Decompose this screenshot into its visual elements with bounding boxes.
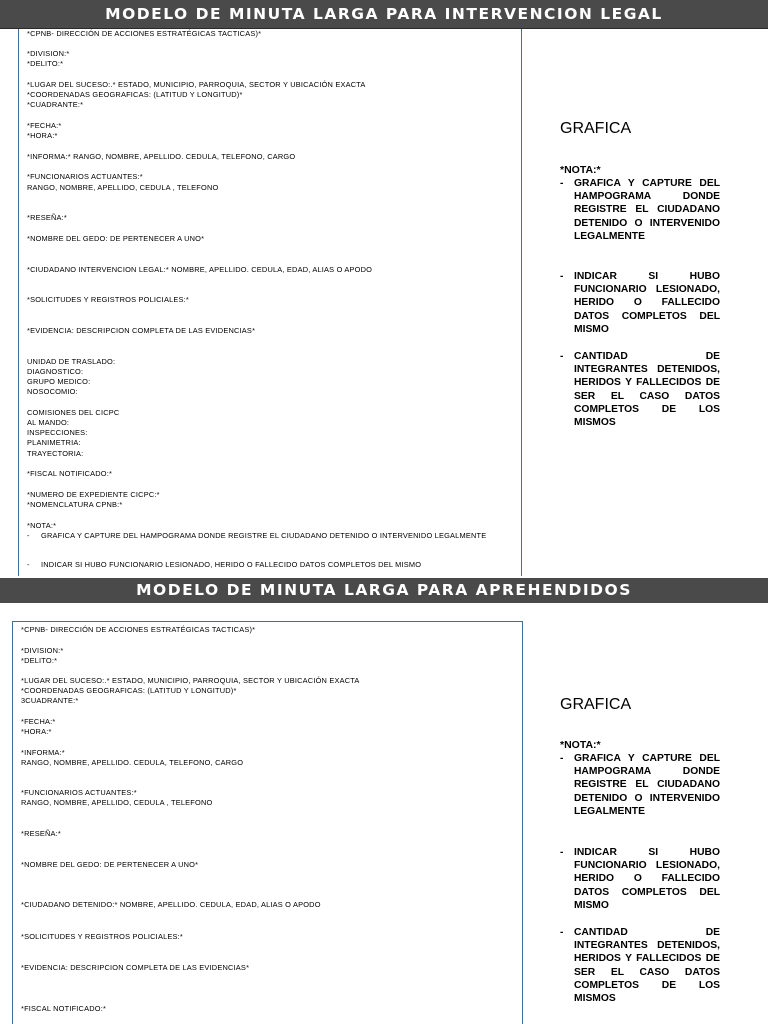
form-line: *LUGAR DEL SUCESO:.* ESTADO, MUNICIPIO, PARROQUIA, SECTOR Y UBICACIÓN EXACTA	[27, 80, 366, 89]
form-line: *INFORMA:* RANGO, NOMBRE, APELLIDO. CEDULA, TELEFONO, CARGO	[27, 152, 296, 161]
form-line: INSPECCIONES:	[27, 428, 88, 437]
form-line: *DIVISION:*	[27, 49, 70, 58]
side-note-item	[560, 752, 720, 818]
side-note-text: INDICAR SI HUBO FUNCIONARIO LESIONADO, HERIDO O FALLECIDO DATOS COMPLETOS DEL MISMO	[574, 847, 720, 911]
form-line: *RESEÑA:*	[21, 829, 61, 838]
form-line: *COORDENADAS GEOGRAFICAS: (LATITUD Y LONGITUD)*	[27, 90, 243, 99]
form-note-text: GRAFICA Y CAPTURE DEL HAMPOGRAMA DONDE REGISTRE EL CIUDADANO DETENIDO O INTERVENIDO LEGALMENTE	[41, 531, 487, 540]
form-line: *CPNB- DIRECCIÓN DE ACCIONES ESTRATÉGICAS TACTICAS)*	[21, 625, 256, 634]
form-line: DIAGNOSTICO:	[27, 367, 84, 376]
form-line: *DIVISION:*	[21, 646, 64, 655]
form-line: *CIUDADANO DETENIDO:* NOMBRE, APELLIDO. CEDULA, EDAD, ALIAS O APODO	[21, 900, 321, 909]
form-line: *NOMBRE DEL GEDO: DE PERTENECER A UNO*	[21, 860, 199, 869]
side-note-text: INDICAR SI HUBO FUNCIONARIO LESIONADO, HERIDO O FALLECIDO DATOS COMPLETOS DEL MISMO	[574, 271, 720, 335]
side-note-text: CANTIDAD DE INTEGRANTES DETENIDOS, HERIDOS Y FALLECIDOS DE SER EL CASO DATOS COMPLETOS DE LOS MISMOS	[574, 351, 720, 429]
bullet: -	[560, 927, 564, 938]
side-note-text: GRAFICA Y CAPTURE DEL HAMPOGRAMA DONDE REGISTRE EL CIUDADANO DETENIDO O INTERVENIDO LEGALMENTE	[574, 178, 720, 242]
form-line: RANGO, NOMBRE, APELLIDO, CEDULA , TELEFONO	[21, 798, 213, 807]
form-line: *FECHA:*	[27, 121, 62, 130]
nota-label: *NOTA:*	[560, 739, 601, 751]
side-note-item	[560, 270, 720, 336]
form-line: *RESEÑA:*	[27, 213, 67, 222]
section2-side-panel	[560, 603, 720, 1024]
form-line: GRUPO MEDICO:	[27, 377, 91, 386]
bullet: -	[560, 178, 564, 189]
form-line: *SOLICITUDES Y REGISTROS POLICIALES:*	[21, 932, 183, 941]
grafica-label: GRAFICA	[560, 696, 632, 713]
form-line: *FECHA:*	[21, 717, 56, 726]
form-line: *EVIDENCIA: DESCRIPCION COMPLETA DE LAS EVIDENCIAS*	[21, 963, 250, 972]
side-note-item	[560, 926, 720, 1005]
form-line: COMISIONES DEL CICPC	[27, 408, 120, 417]
side-note-item	[560, 177, 720, 243]
bullet: -	[560, 753, 564, 764]
form-line: *CIUDADANO INTERVENCION LEGAL:* NOMBRE, APELLIDO. CEDULA, EDAD, ALIAS O APODO	[27, 265, 373, 274]
form-line: TRAYECTORIA:	[27, 449, 84, 458]
form-line: *CPNB- DIRECCIÓN DE ACCIONES ESTRATÉGICAS TACTICAS)*	[27, 29, 262, 38]
form-line: *HORA:*	[21, 727, 52, 736]
form-line: UNIDAD DE TRASLADO:	[27, 357, 116, 366]
section2-form	[12, 621, 523, 1024]
nota-label: *NOTA:*	[560, 164, 601, 176]
section1-side-panel	[560, 0, 720, 578]
side-note-text: CANTIDAD DE INTEGRANTES DETENIDOS, HERIDOS Y FALLECIDOS DE SER EL CASO DATOS COMPLETOS DE LOS MISMOS	[574, 927, 720, 1005]
form-line: *SOLICITUDES Y REGISTROS POLICIALES:*	[27, 295, 189, 304]
form-note-text: INDICAR SI HUBO FUNCIONARIO LESIONADO, HERIDO O FALLECIDO DATOS COMPLETOS DEL MISMO	[41, 560, 422, 569]
form-line: *DELITO:*	[27, 59, 64, 68]
form-line: *FISCAL NOTIFICADO:*	[21, 1004, 107, 1013]
bullet: -	[560, 271, 564, 282]
form-line: *LUGAR DEL SUCESO:.* ESTADO, MUNICIPIO, PARROQUIA, SECTOR Y UBICACIÓN EXACTA	[21, 676, 360, 685]
form-line: *HORA:*	[27, 131, 58, 140]
form-line: NOSOCOMIO:	[27, 387, 78, 396]
side-note-text: GRAFICA Y CAPTURE DEL HAMPOGRAMA DONDE REGISTRE EL CIUDADANO DETENIDO O INTERVENIDO LEGALMENTE	[574, 753, 720, 817]
form-line: *EVIDENCIA: DESCRIPCION COMPLETA DE LAS EVIDENCIAS*	[27, 326, 256, 335]
form-line: *DELITO:*	[21, 656, 58, 665]
section2-title: MODELO DE MINUTA LARGA PARA APREHENDIDOS	[0, 578, 768, 603]
side-note-item	[560, 350, 720, 429]
form-line: *FUNCIONARIOS ACTUANTES:*	[21, 788, 137, 797]
form-line: AL MANDO:	[27, 418, 70, 427]
form-line: *INFORMA:*	[21, 748, 65, 757]
grafica-label: GRAFICA	[560, 120, 632, 137]
side-note-item	[560, 846, 720, 912]
form-line: RANGO, NOMBRE, APELLIDO, CEDULA , TELEFONO	[27, 183, 219, 192]
form-line: *NOTA:*	[27, 521, 57, 530]
bullet: -	[27, 560, 30, 569]
form-line: *NUMERO DE EXPEDIENTE CICPC:*	[27, 490, 160, 499]
form-line: PLANIMETRIA:	[27, 438, 81, 447]
bullet: -	[27, 531, 30, 540]
form-line: *FUNCIONARIOS ACTUANTES:*	[27, 172, 143, 181]
bullet: -	[560, 351, 564, 362]
form-line: RANGO, NOMBRE, APELLIDO. CEDULA, TELEFONO, CARGO	[21, 758, 244, 767]
form-line: 3CUADRANTE:*	[21, 696, 79, 705]
bullet: -	[560, 847, 564, 858]
form-line: *FISCAL NOTIFICADO:*	[27, 469, 113, 478]
form-line: *COORDENADAS GEOGRAFICAS: (LATITUD Y LONGITUD)*	[21, 686, 237, 695]
form-line: *CUADRANTE:*	[27, 100, 84, 109]
section1-title: MODELO DE MINUTA LARGA PARA INTERVENCION LEGAL	[0, 0, 768, 29]
section1-form	[18, 29, 522, 576]
form-line: *NOMBRE DEL GEDO: DE PERTENECER A UNO*	[27, 234, 205, 243]
form-line: *NOMENCLATURA CPNB:*	[27, 500, 123, 509]
